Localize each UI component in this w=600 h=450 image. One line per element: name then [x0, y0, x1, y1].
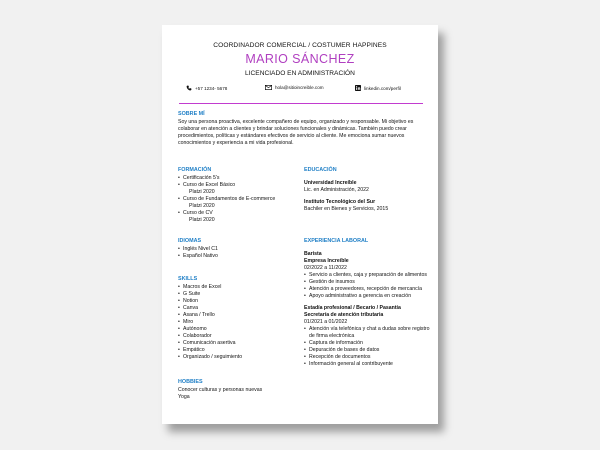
contact-linkedin	[355, 85, 401, 91]
education-entry: Instituto Tecnológico del Sur Bachiler en Bienes y Servicios, 2015	[304, 199, 389, 212]
about-title: SOBRE MÍ	[178, 111, 205, 117]
job-entry: Barista Empresa Increíble 02/2022 a 11/2022 • Servicio a clientes, caja y preparación de alimentos • Gestión de insumos • Atención a proveedores, recepción de mercancía • Apoyo administrativo a gerencia en creación	[304, 251, 432, 300]
hobby-line: Conocer culturas y personas nuevas	[178, 387, 263, 393]
resume-sheet	[162, 25, 438, 424]
list-item: • Macros de Excel	[178, 284, 298, 291]
job-entry: Estadía profesional / Becario / Pasantía Secretaría de atención tributaria 01/2021 a 01/2022 • Atención vía telefónica y chat a dudas sobre registro de firma electrónica • Captura de información • Depuración de bases de datos • Recepción de documentos • Información general al contribuyente	[304, 305, 432, 368]
list-item: • Canva	[178, 305, 298, 312]
list-item: • Captura de información	[304, 340, 432, 347]
formacion-section	[178, 167, 308, 224]
list-item: • Atención vía telefónica y chat a dudas sobre registro de firma electrónica	[304, 326, 432, 340]
hobby-line: Yoga	[178, 394, 190, 400]
list-item: • Asana / Trello	[178, 312, 298, 319]
linkedin-icon	[355, 85, 361, 91]
list-item: • G Suite	[178, 291, 298, 298]
formacion-title: FORMACIÓN	[178, 167, 212, 173]
skills-section	[178, 276, 298, 361]
list-item: • Recepción de documentos	[304, 354, 432, 361]
hobbies-section	[178, 379, 298, 401]
list-item: • Empático	[178, 347, 298, 354]
languages-list	[178, 246, 298, 260]
phone-icon	[186, 85, 192, 91]
list-item: • Información general al contribuyente	[304, 361, 432, 368]
person-name: MARIO SÁNCHEZ	[245, 52, 355, 66]
skills-list	[178, 284, 298, 361]
formacion-list	[178, 175, 308, 224]
list-item: • Notion	[178, 298, 298, 305]
languages-title: IDIOMAS	[178, 238, 202, 244]
mail-icon	[265, 85, 272, 90]
job-role: COORDINADOR COMERCIAL / COSTUMER HAPPINES	[213, 42, 387, 49]
list-item: • Curso de Fundamentos de E-commerce Platzi 2020	[178, 196, 308, 210]
email-address: hola@sitioincreible.com	[275, 85, 324, 90]
education-entry: Universidad Increíble Lic. en Administración, 2022	[304, 180, 369, 193]
list-item: • Atención a proveedores, recepción de mercancía	[304, 286, 432, 293]
header-divider	[179, 103, 423, 104]
contact-email	[265, 85, 324, 90]
list-item: • Apoyo administrativo a gerencia en creación	[304, 293, 432, 300]
list-item: • Curso de Excel Básico Platzi 2020	[178, 182, 308, 196]
skills-title: SKILLS	[178, 276, 198, 282]
hobbies-title: HOBBIES	[178, 379, 203, 385]
list-item: • Depuración de bases de datos	[304, 347, 432, 354]
education-section	[304, 167, 434, 218]
contact-phone	[186, 85, 227, 91]
list-item: • Certificación 5's	[178, 175, 308, 182]
list-item: • Autónomo	[178, 326, 298, 333]
experience-title: EXPERIENCIA LABORAL	[304, 238, 369, 244]
list-item: • Comunicación asertiva	[178, 340, 298, 347]
education-title: EDUCACIÓN	[304, 167, 337, 173]
about-section	[178, 111, 426, 147]
about-text: Soy una persona proactiva, excelente compañero de equipo, organizado y responsable. Mi objetivo es colaborar en atención a clientes y brindar soluciones funcionales y dinámicas. También puedo crear procedimientos, políticas y estándares efectivos de servicio al cliente. Me emociona sumar nuevos conocimientos y experiencia a mi vida profesional.	[178, 119, 414, 146]
phone-number: +57 1234- 5678	[195, 85, 228, 91]
list-item: • Colaborador	[178, 333, 298, 340]
list-item: • Miro	[178, 319, 298, 326]
degree-title: LICENCIADO EN ADMINISTRACIÓN	[245, 70, 355, 77]
list-item: • Gestión de insumos	[304, 279, 432, 286]
list-item: • Servicio a clientes, caja y preparación de alimentos	[304, 272, 432, 279]
languages-section	[178, 238, 298, 260]
list-item: • Español Nativo	[178, 253, 298, 260]
list-item: • Inglés Nivel C1	[178, 246, 298, 253]
list-item: • Organizado / seguimiento	[178, 354, 298, 361]
linkedin-url: linkedin.com/perfil	[364, 85, 401, 91]
list-item: • Curso de CV Platzi 2020	[178, 210, 308, 224]
experience-section	[304, 238, 432, 373]
